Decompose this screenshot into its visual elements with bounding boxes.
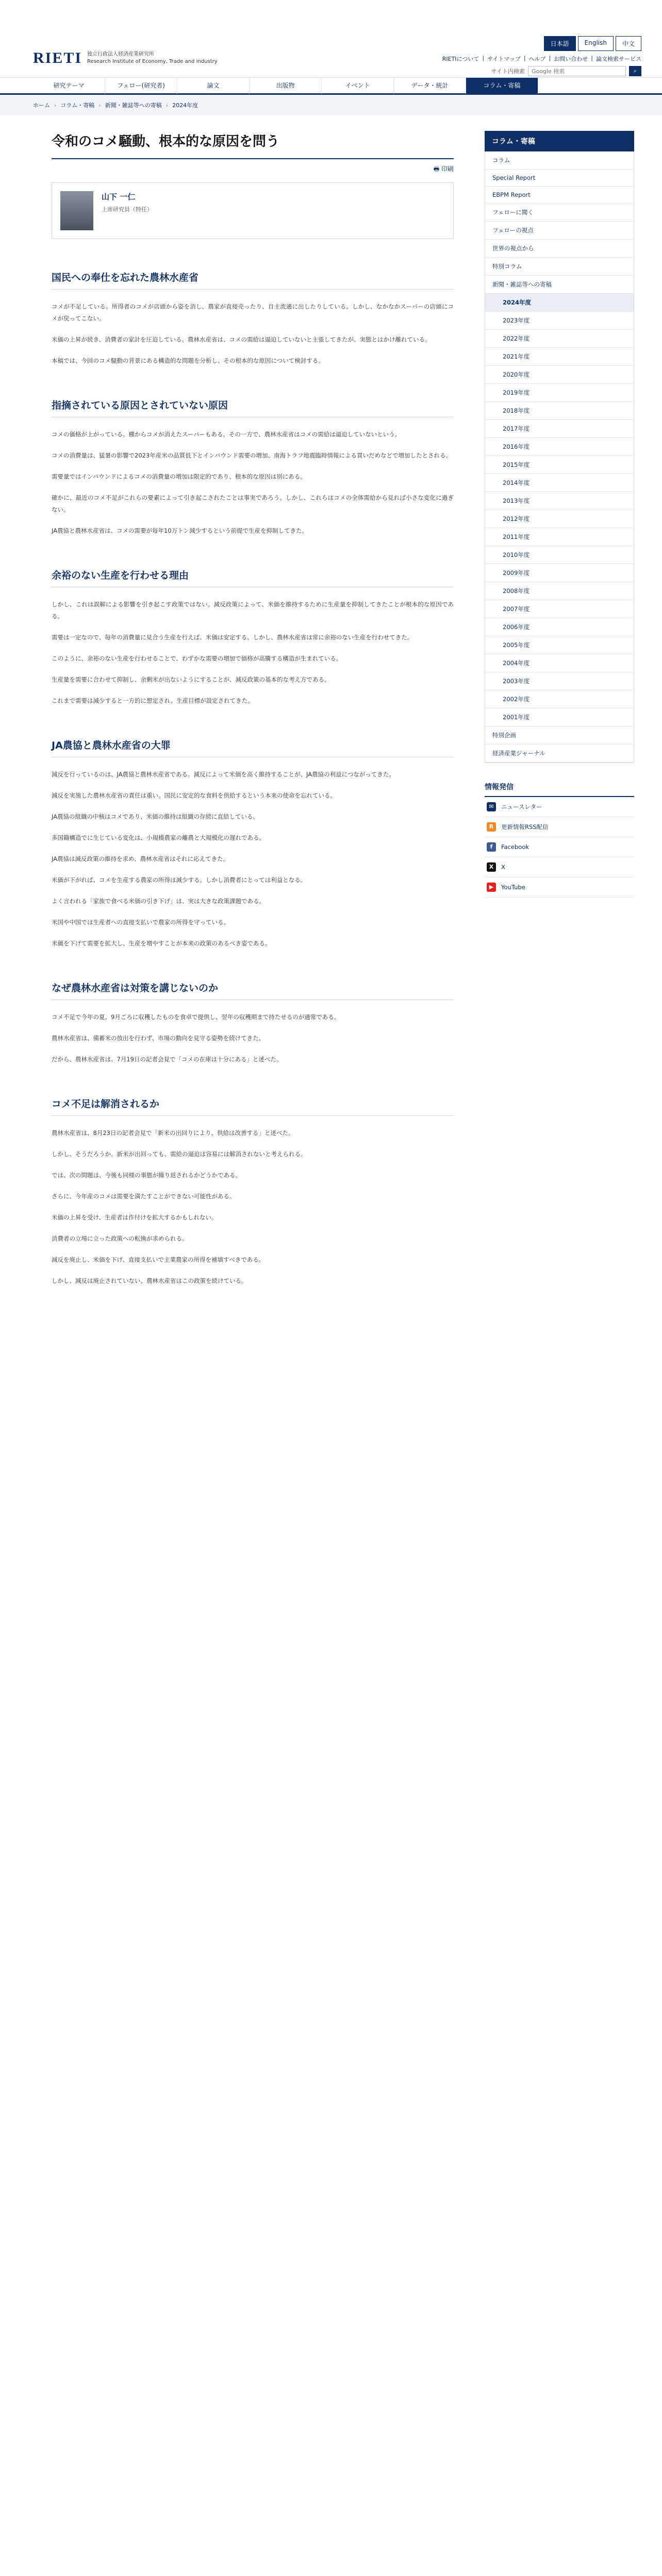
sidebar-item[interactable]: EBPM Report <box>485 187 634 204</box>
lang-ja-button[interactable]: 日本語 <box>544 36 576 51</box>
logo-subtitle-ja: 独立行政法人経済産業研究所 <box>87 52 155 57</box>
nav-data[interactable]: データ・統計 <box>394 78 466 94</box>
sidebar-item[interactable]: 2018年度 <box>485 402 634 420</box>
lang-zh-button[interactable]: 中文 <box>616 36 641 51</box>
sidebar-item[interactable]: 2013年度 <box>485 492 634 510</box>
nav-fellows[interactable]: フェロー(研究者) <box>105 78 177 94</box>
article-body <box>52 270 454 1287</box>
sidebar-item[interactable]: 2017年度 <box>485 420 634 438</box>
sidebar-item[interactable]: 2012年度 <box>485 510 634 528</box>
info-link-label: 更新情報RSS配信 <box>501 823 549 831</box>
paragraph: コメ不足で今年の夏、9月ごろに収穫したものを食卓で提供し、翌年の収穫期まで持たせるのが通常である。 <box>52 1013 340 1021</box>
nav-research-themes[interactable]: 研究テーマ <box>33 78 105 94</box>
youtube-icon: ▶ <box>487 883 496 892</box>
info-link[interactable] <box>485 857 634 877</box>
sidebar-item[interactable]: 2016年度 <box>485 438 634 456</box>
util-link-contact[interactable]: お問い合わせ <box>554 56 588 62</box>
paragraph: コメの価格が上がっている。棚からコメが消えたスーパーもある。その一方で、農林水産省はコメの需給は逼迫していないという。 <box>52 431 401 438</box>
page-title: 令和のコメ騒動、根本的な原因を問う <box>52 131 454 159</box>
breadcrumb: ホーム › コラム・寄稿 › 新聞・雑誌等への寄稿 › 2024年度 <box>0 95 662 115</box>
sidebar-item[interactable]: 特別コラム <box>485 258 634 276</box>
section-title: なぜ農林水産省は対策を講じないのか <box>52 980 454 1000</box>
paragraph: 減反を廃止し、米価を下げ、直接支払いで主業農家の所得を補填すべきである。 <box>52 1256 265 1263</box>
sidebar-item[interactable]: 2006年度 <box>485 618 634 636</box>
sidebar-item[interactable]: コラム <box>485 151 634 170</box>
paragraph: しかし、減反は廃止されていない。農林水産省はこの政策を続けている。 <box>52 1277 247 1284</box>
lang-en-button[interactable]: English <box>578 36 614 51</box>
sidebar-item[interactable]: 2009年度 <box>485 564 634 582</box>
paragraph: 需要は一定なので、毎年の消費量に見合う生産を行えば、米価は安定する。しかし、農林水産省は常に余裕のない生産を行わせてきた。 <box>52 634 413 641</box>
sidebar-item[interactable]: 2011年度 <box>485 528 634 546</box>
search-label: サイト内検索 <box>491 68 525 75</box>
info-link[interactable] <box>485 837 634 857</box>
paragraph: 米価の上昇を受け、生産者は作付けを拡大するかもしれない。 <box>52 1214 218 1221</box>
paragraph: 多国籍構造でに生じている変化は、小規模農家の離農と大規模化の遅れである。 <box>52 834 265 841</box>
sidebar-item[interactable]: 2008年度 <box>485 582 634 600</box>
article-section <box>52 398 454 537</box>
global-nav <box>0 77 662 95</box>
paragraph: 米国や中国では生産者への直接支払いで農家の所得を守っている。 <box>52 919 229 926</box>
sidebar-item[interactable]: 経済産業ジャーナル <box>485 744 634 762</box>
facebook-icon: f <box>487 842 496 852</box>
sidebar-item[interactable]: 2020年度 <box>485 366 634 384</box>
sidebar-item[interactable]: Special Report <box>485 170 634 187</box>
site-search <box>491 66 641 76</box>
author-box <box>52 182 454 239</box>
search-icon: ⌕ <box>633 67 637 74</box>
article-section <box>52 568 454 707</box>
info-heading: 情報発信 <box>485 782 634 797</box>
paragraph: 減反を実施した農林水産省の責任は重い。国民に安定的な食料を供給するという本来の使命を忘れている。 <box>52 792 336 799</box>
paragraph: だから、農林水産省は、7月19日の記者会見で「コメの在庫は十分にある」と述べた。 <box>52 1056 283 1063</box>
breadcrumb-home[interactable]: ホーム <box>33 102 50 109</box>
language-switcher <box>544 36 641 51</box>
info-link[interactable] <box>485 817 634 837</box>
info-link-label: X <box>501 863 505 871</box>
section-title: JA農協と農林水産省の大罪 <box>52 738 454 757</box>
section-title: 指摘されている原因とされていない原因 <box>52 398 454 417</box>
paragraph: さらに、今年産のコメは需要を満たすことができない可能性がある。 <box>52 1193 236 1200</box>
section-title: 国民への奉仕を忘れた農林水産省 <box>52 270 454 290</box>
newsletter-icon: ✉ <box>487 802 496 811</box>
paragraph: しかし、これは誤解による影響を引き起こす政策ではない。減反政策によって、米価を維持するために生産量を抑制してきたことが根本的な原因である。 <box>52 601 454 620</box>
util-link-paper-search[interactable]: 論文検索サービス <box>596 56 641 62</box>
paragraph: 需要量ではインバウンドによるコメの消費量の増加は限定的であり、根本的な原因は別にある。 <box>52 473 306 480</box>
logo-mark: RIETI <box>33 49 82 66</box>
sidebar-item[interactable]: 2002年度 <box>485 690 634 708</box>
sidebar-item[interactable]: 2004年度 <box>485 654 634 672</box>
sidebar-item[interactable]: 2003年度 <box>485 672 634 690</box>
paragraph: このように、余裕のない生産を行わせることで、わずかな需要の増加で価格が高騰する構造が生まれている。 <box>52 655 342 662</box>
search-button[interactable] <box>629 66 641 76</box>
sidebar-item[interactable]: フェローに聞く <box>485 204 634 222</box>
paragraph: しかし、そうだろうか。新米が出回っても、需給の逼迫は容易には解消されないと考えられる。 <box>52 1150 307 1158</box>
sidebar-item[interactable]: 2022年度 <box>485 330 634 348</box>
utility-links: RIETIについて | サイトマップ | ヘルプ | お問い合わせ | 論文検索サービス <box>442 55 641 62</box>
search-input[interactable] <box>528 66 626 76</box>
util-link-sitemap[interactable]: サイトマップ <box>487 56 521 62</box>
util-link-help[interactable]: ヘルプ <box>528 56 546 62</box>
logo-subtitle-en: Research Institute of Economy, Trade and Industry <box>87 59 218 64</box>
section-title: 余裕のない生産を行わせる理由 <box>52 568 454 587</box>
nav-papers[interactable]: 論文 <box>177 78 250 94</box>
article-section <box>52 738 454 950</box>
breadcrumb-current: 2024年度 <box>172 102 198 109</box>
site-logo[interactable] <box>33 49 218 67</box>
author-photo <box>60 191 93 230</box>
sidebar-item[interactable]: 2010年度 <box>485 546 634 564</box>
breadcrumb-contributions[interactable]: 新聞・雑誌等への寄稿 <box>105 102 162 109</box>
article-section <box>52 270 454 367</box>
info-link-label: YouTube <box>501 884 525 891</box>
sidebar-item[interactable]: 世界の視点から <box>485 240 634 258</box>
sidebar <box>485 131 634 897</box>
sidebar-menu <box>485 151 634 763</box>
sidebar-item[interactable]: 2014年度 <box>485 474 634 492</box>
paragraph: コメが不足している。所得者のコメが店頭から姿を消し、農家が直接売ったり、自主流通に出したりしている。しかし、なかなかスーパーの店頭にコメが戻ってこない。 <box>52 303 454 322</box>
paragraph: 農林水産省は、8月23日の記者会見で「新米の出回りにより、供給は改善する」と述べた。 <box>52 1129 294 1137</box>
paragraph: コメの消費量は、猛暑の影響で2023年産米の品質低下とインバウンド需要の増加、南海トラフ地震臨時情報による買いだめなどで増加したとされる。 <box>52 452 452 459</box>
sidebar-item[interactable]: 2019年度 <box>485 384 634 402</box>
paragraph: 消費者の立場に立った政策への転換が求められる。 <box>52 1235 188 1242</box>
paragraph: では、次の問題は、今後も同様の事態が繰り返されるかどうかである。 <box>52 1172 241 1179</box>
sidebar-item[interactable]: 2023年度 <box>485 312 634 330</box>
rss-icon: R <box>487 822 496 832</box>
paragraph: 米価を下げて需要を拡大し、生産を増やすことが本来の政策のあるべき姿である。 <box>52 940 271 947</box>
nav-columns[interactable]: コラム・寄稿 <box>466 78 538 94</box>
paragraph: JA農協は減反政策の維持を求め、農林水産省はそれに応えてきた。 <box>52 855 229 862</box>
site-header <box>0 0 662 77</box>
print-button[interactable] <box>52 164 454 175</box>
info-link[interactable] <box>485 797 634 817</box>
x-icon: X <box>487 862 496 872</box>
article-section <box>52 1096 454 1287</box>
sidebar-item[interactable]: フェローの視点 <box>485 222 634 240</box>
paragraph: 農林水産省は、備蓄米の放出を行わず、市場の動向を見守る姿勢を続けてきた。 <box>52 1035 265 1042</box>
print-icon: 🖶 <box>433 165 440 173</box>
paragraph: よく言われる「家族で食べる米価の引き下げ」は、実は大きな政策課題である。 <box>52 897 265 905</box>
print-label: 印刷 <box>441 165 454 173</box>
util-link-about[interactable]: RIETIについて <box>442 56 479 62</box>
author-title: 上席研究員（特任） <box>102 206 153 213</box>
paragraph: 米価が下がれば、コメを生産する農家の所得は減少する。しかし消費者にとっては利益となる。 <box>52 876 307 884</box>
paragraph: JA農協の組織の中核はコメであり、米価の維持は組織の存続に直結している。 <box>52 813 259 820</box>
paragraph: これまで需要は減少すると一方的に想定され、生産目標が設定されてきた。 <box>52 697 254 704</box>
paragraph: 確かに、最近のコメ不足がこれらの要素によって引き起こされたことは事実であろう。しかし、これらはコメの全体需給から見れば小さな変化に過ぎない。 <box>52 494 454 513</box>
author-name[interactable]: 山下 一仁 <box>102 192 136 201</box>
sidebar-item[interactable]: 2024年度 <box>485 294 634 312</box>
nav-publications[interactable]: 出版物 <box>250 78 322 94</box>
paragraph: 生産量を需要に合わせて抑制し、余剰米が出ないようにすることが、減反政策の基本的な考え方である。 <box>52 676 330 683</box>
sidebar-item[interactable]: 2015年度 <box>485 456 634 474</box>
sidebar-item[interactable]: 2005年度 <box>485 636 634 654</box>
section-title: コメ不足は解消されるか <box>52 1096 454 1116</box>
article-section <box>52 980 454 1065</box>
sidebar-heading: コラム・寄稿 <box>485 131 634 151</box>
sidebar-item[interactable]: 新聞・雑誌等への寄稿 <box>485 276 634 294</box>
article <box>52 131 454 1296</box>
info-list <box>485 797 634 897</box>
paragraph: 米価の上昇が続き、消費者の家計を圧迫している。農林水産省は、コメの需給は逼迫していないと主張してきたが、実態とはかけ離れている。 <box>52 336 431 343</box>
info-link-label: ニュースレター <box>501 803 542 810</box>
info-link-label: Facebook <box>501 843 529 851</box>
breadcrumb-columns[interactable]: コラム・寄稿 <box>60 102 95 109</box>
nav-events[interactable]: イベント <box>322 78 394 94</box>
info-link[interactable] <box>485 877 634 897</box>
sidebar-item[interactable]: 2021年度 <box>485 348 634 366</box>
paragraph: 本稿では、今回のコメ騒動の背景にある構造的な問題を分析し、その根本的な原因について検討する。 <box>52 357 324 364</box>
sidebar-item[interactable]: 2001年度 <box>485 708 634 726</box>
paragraph: 減反を行っているのは、JA農協と農林水産省である。減反によって米価を高く維持することが、JA農協の利益につながってきた。 <box>52 771 395 778</box>
paragraph: JA農協と農林水産省は、コメの需要が毎年10万トン減少するという前提で生産を抑制してきた。 <box>52 527 308 534</box>
sidebar-item[interactable]: 2007年度 <box>485 600 634 618</box>
sidebar-item[interactable]: 特別企画 <box>485 726 634 744</box>
